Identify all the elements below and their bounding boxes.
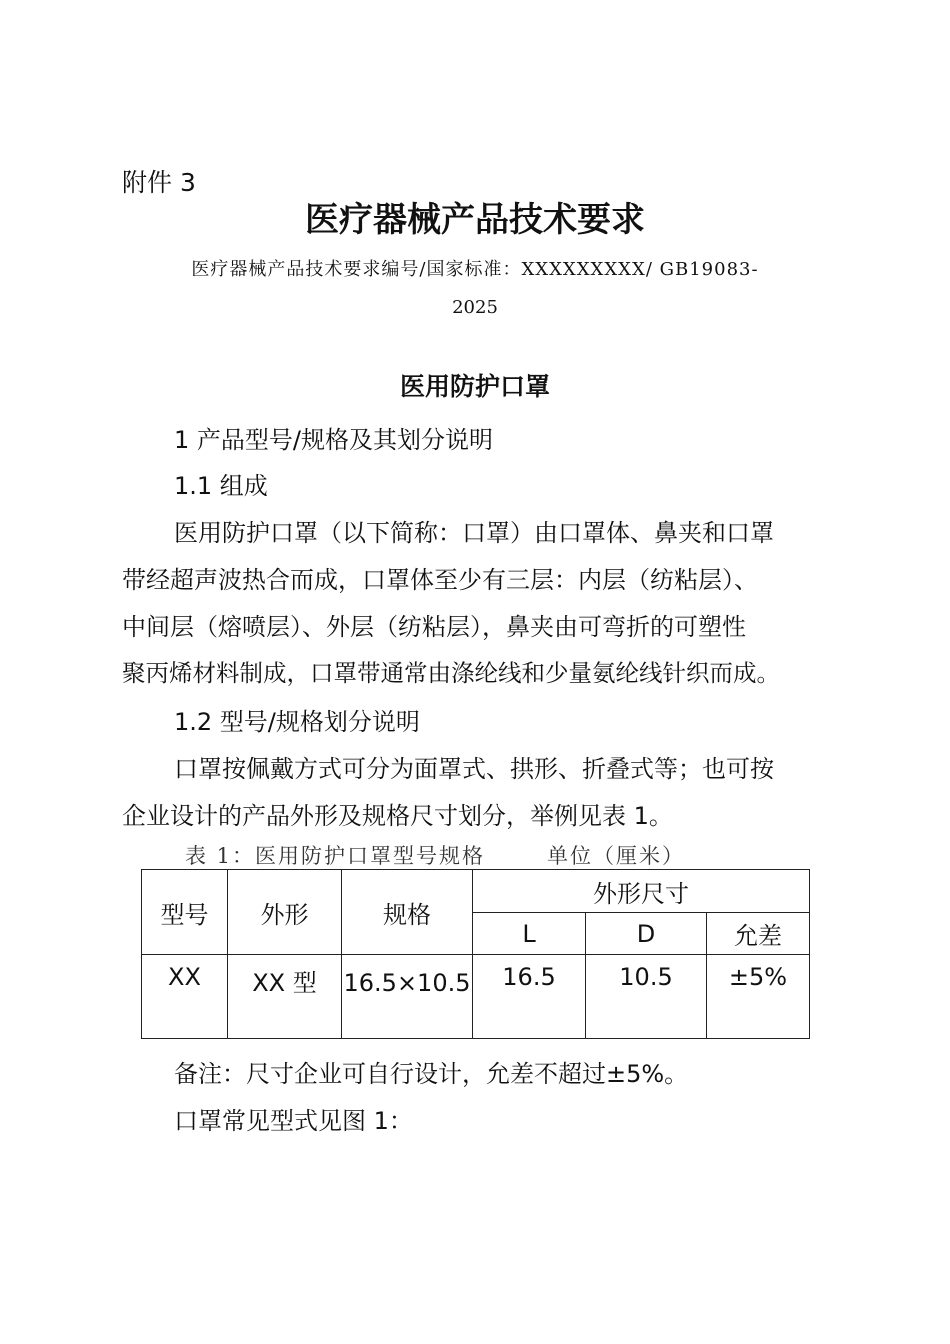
table-caption: [185, 840, 685, 870]
section-1-2-heading: 1.2 型号/规格划分说明: [174, 708, 420, 736]
header-model: 型号: [142, 870, 228, 955]
header-l: L: [473, 913, 586, 955]
section-1-1-paragraph-line: 医用防护口罩（以下简称：口罩）由口罩体、鼻夹和口罩: [174, 519, 774, 547]
table-caption-title: 表 1：医用防护口罩型号规格: [185, 844, 486, 868]
header-d: D: [586, 913, 707, 955]
cell-tolerance: ±5%: [707, 955, 810, 1039]
header-dimensions: 外形尺寸: [473, 870, 810, 913]
cell-d: 10.5: [586, 955, 707, 1039]
cell-model: XX: [142, 955, 228, 1039]
standard-number-line1: 医疗器械产品技术要求编号/国家标准：XXXXXXXXX/ GB19083-: [191, 259, 759, 280]
header-tolerance: 允差: [707, 913, 810, 955]
section-1-1-heading: 1.1 组成: [174, 472, 268, 500]
section-1-1-paragraph-line: 带经超声波热合而成，口罩体至少有三层：内层（纺粘层）、: [122, 566, 758, 594]
cell-shape: XX 型: [228, 955, 342, 1039]
section-1-1-paragraph-line: 中间层（熔喷层）、外层（纺粘层），鼻夹由可弯折的可塑性: [122, 613, 746, 641]
document-title: 医疗器械产品技术要求: [305, 200, 645, 240]
table-note: 备注：尺寸企业可自行设计，允差不超过±5%。: [174, 1060, 689, 1088]
standard-number-line2: 2025: [452, 297, 498, 318]
spec-table: [141, 869, 810, 1039]
section-1-heading: 1 产品型号/规格及其划分说明: [174, 426, 493, 454]
cell-spec: 16.5×10.5: [342, 955, 473, 1039]
section-1-2-paragraph-line: 口罩按佩戴方式可分为面罩式、拱形、折叠式等；也可按: [174, 755, 774, 783]
attachment-label: 附件 3: [122, 168, 196, 197]
cell-l: 16.5: [473, 955, 586, 1039]
figure-reference: 口罩常见型式见图 1：: [174, 1107, 413, 1135]
header-spec: 规格: [342, 870, 473, 955]
table-unit: 单位（厘米）: [547, 844, 686, 868]
section-1-2-paragraph-line: 企业设计的产品外形及规格尺寸划分，举例见表 1。: [122, 802, 673, 830]
product-name: 医用防护口罩: [399, 372, 550, 401]
section-1-1-paragraph-line: 聚丙烯材料制成，口罩带通常由涤纶线和少量氨纶线针织而成。: [122, 659, 780, 687]
header-shape: 外形: [228, 870, 342, 955]
